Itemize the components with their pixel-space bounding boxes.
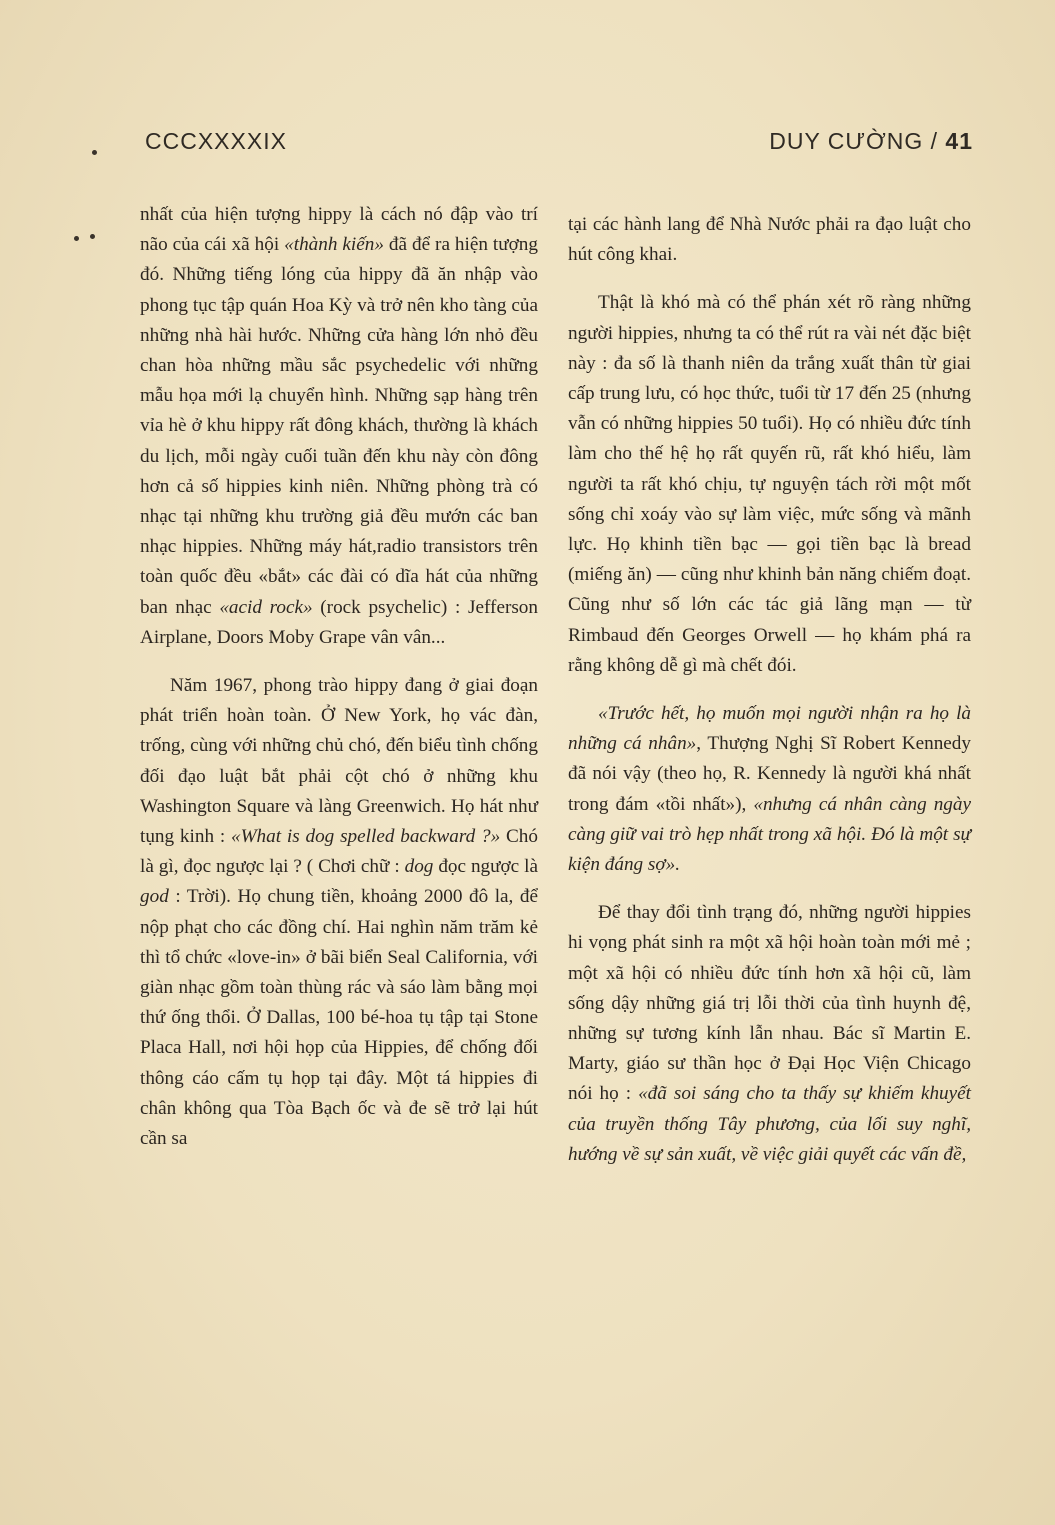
margin-dot xyxy=(90,234,95,239)
paragraph: «Trước hết, họ muốn mọi người nhận ra họ là những cá nhân», Thượng Nghị Sĩ Robert Kennedy đã nói vậy (theo họ, R. Kennedy là người khá nhất trong đám «tồi nhất»), «nhưng cá nhân càng ngày càng giữ vai trò hẹp nhất trong xã hội. Đó là một sự kiện đáng sợ». xyxy=(568,703,971,876)
margin-dot xyxy=(74,236,79,241)
paragraph: Năm 1967, phong trào hippy đang ở giai đoạn phát triển hoàn toàn. Ở New York, họ vác đàn, trống, cùng với những chủ chó, đến biểu tình chống đối đạo luật bắt phải cột chó ở những khu Washington Square và làng Greenwich. Họ hát như tụng kinh : «What is dog spelled backward ?» Chó là gì, đọc ngược lại ? ( Chơi chữ : dog đọc ngược là god : Trời). Họ chung tiền, khoảng 2000 đô la, để nộp phạt cho các đồng chí. Hai nghìn năm trăm kẻ thì tổ chức «love-in» ở bãi biển Seal California, với giàn nhạc gồm toàn thùng rác và sáo làm bằng mọi thứ ống thổi. Ở Dallas, 100 bé-hoa tụ tập tại Stone Placa Hall, nơi hội họp của Hippies, để chống đối thông cáo cấm tụ họp tại đây. Một tá hippies đi chân không qua Tòa Bạch ốc và đe sẽ trở lại hút cần sa xyxy=(140,675,538,1150)
left-column xyxy=(140,200,538,1154)
page-number: 41 xyxy=(945,128,973,154)
right-column xyxy=(568,210,971,1170)
margin-dot xyxy=(92,150,97,155)
paragraph: Để thay đổi tình trạng đó, những người hippies hi vọng phát sinh ra một xã hội hoàn toàn mới mẻ ; một xã hội có nhiều đức tính hơn xã hội cũ, làm sống dậy những giá trị lỗi thời của tình huynh đệ, những sự tương kính lẫn nhau. Bác sĩ Martin E. Marty, giáo sư thần học ở Đại Học Viện Chicago nói họ : «đã soi sáng cho ta thấy sự khiếm khuyết của truyền thống Tây phương, của lối suy nghĩ, hướng về sự sản xuất, về việc giải quyết các vấn đề, xyxy=(568,902,971,1165)
running-header-left: CCCXXXXIX xyxy=(145,128,287,154)
running-header-right xyxy=(769,128,973,155)
paragraph: tại các hành lang để Nhà Nước phải ra đạo luật cho hút công khai. xyxy=(568,214,971,266)
paragraph: nhất của hiện tượng hippy là cách nó đập vào trí não của cái xã hội «thành kiến» đã để ra hiện tượng đó. Những tiếng lóng của hippy đã ăn nhập vào phong tục tập quán Hoa Kỳ và trở nên kho tàng của những nhà hài hước. Những cửa hàng lớn nhỏ đều chan hòa những mầu sắc psychedelic với những mẫu họa mới lạ chuyển hình. Những sạp hàng trên vỉa hè ở khu hippy rất đông khách, thường là khách du lịch, mỗi ngày cuối tuần đến khu này còn đông hơn cả số hippies kinh niên. Những phòng trà có nhạc tại những khu trường giả đều mướn các ban nhạc hippies. Những máy hát,radio transistors trên toàn quốc đều «bắt» các đài có dĩa hát của những ban nhạc «acid rock» (rock psychelic) : Jefferson Airplane, Doors Moby Grape vân vân... xyxy=(140,204,538,648)
paragraph: Thật là khó mà có thể phán xét rõ ràng những người hippies, nhưng ta có thể rút ra vài nét đặc biệt này : đa số là thanh niên da trắng xuất thân từ giai cấp trung lưu, có học thức, tuổi từ 17 đến 25 (nhưng vẫn có những hippies 50 tuổi). Họ có nhiều đức tính làm cho thế hệ họ rất quyến rũ, rất khó hiểu, làm người ta rất khó chịu, tự nguyện tách rời một mốt sống chỉ xoáy vào sự làm việc, mức sống và mãnh lực. Họ khinh tiền bạc — gọi tiền bạc là bread (miếng ăn) — cũng như khinh bản năng chiếm đoạt. Cũng như số lớn các tác giả lãng mạn — từ Rimbaud đến Georges Orwell — họ khám phá ra rằng không dễ gì mà chết đói. xyxy=(568,292,971,676)
author-name: DUY CƯỜNG / xyxy=(769,128,939,154)
